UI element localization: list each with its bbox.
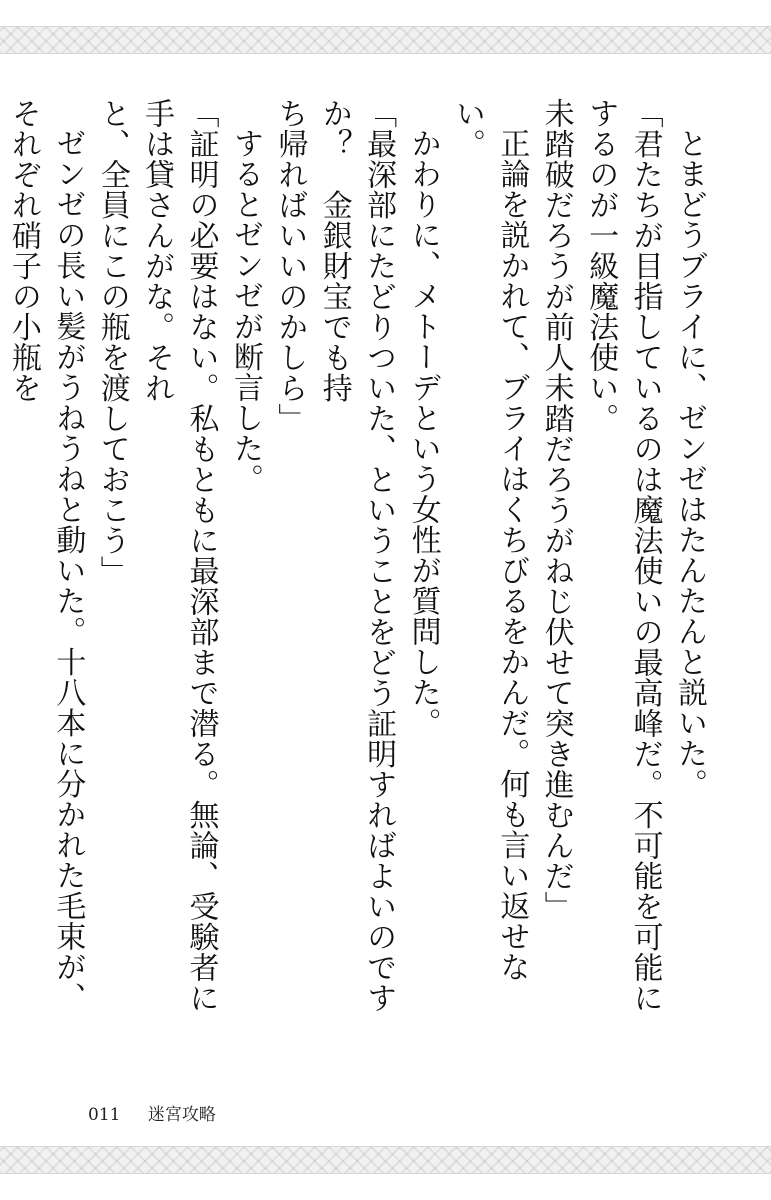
paragraph-line: 「最深部にたどりついた、ということをどう証明すればよいのですか？ 金銀財宝でも持 xyxy=(316,98,397,1013)
paragraph-line: ゼンゼの長い髪がうねうねと動いた。十八本に分かれた毛束が、それぞれ硝子の小瓶を xyxy=(5,98,86,1013)
paragraph-line: 「証明の必要はない。私もともに最深部まで潜る。無論、受験者に手は貸さんがな。それ xyxy=(139,98,219,1013)
paragraph-line: 「君たちが目指しているのは魔法使いの最高峰だ。不可能を可能にするのが一級魔法使い。 xyxy=(583,98,663,1013)
chapter-title: 迷宮攻略 xyxy=(147,1105,216,1125)
paragraph-line: ち帰ればいいのかしら」 xyxy=(272,98,308,434)
paragraph-line: 正論を説かれて、ブライはくちびるをかんだ。何も言い返せない。 xyxy=(449,98,530,982)
paragraph-line: とまどうブライに、ゼンゼはたんたんと説いた。 xyxy=(672,128,707,799)
paragraph-line: かわりに、メトーデという女性が質問した。 xyxy=(405,128,441,738)
vertical-text-body xyxy=(5,98,711,1018)
paragraph-line: するとゼンゼが断言した。 xyxy=(227,128,263,494)
paragraph-line: 未踏破だろうが前人未踏だろうがねじ伏せて突き進むんだ」 xyxy=(538,98,574,922)
paragraph-line xyxy=(0,98,1,1018)
decorative-border-top xyxy=(0,26,771,54)
page-number: 011 xyxy=(88,1105,121,1125)
decorative-border-bottom xyxy=(0,1146,771,1174)
paragraph-line: と、全員にこの瓶を渡しておこう」 xyxy=(94,98,130,586)
page-footer xyxy=(88,1100,216,1125)
